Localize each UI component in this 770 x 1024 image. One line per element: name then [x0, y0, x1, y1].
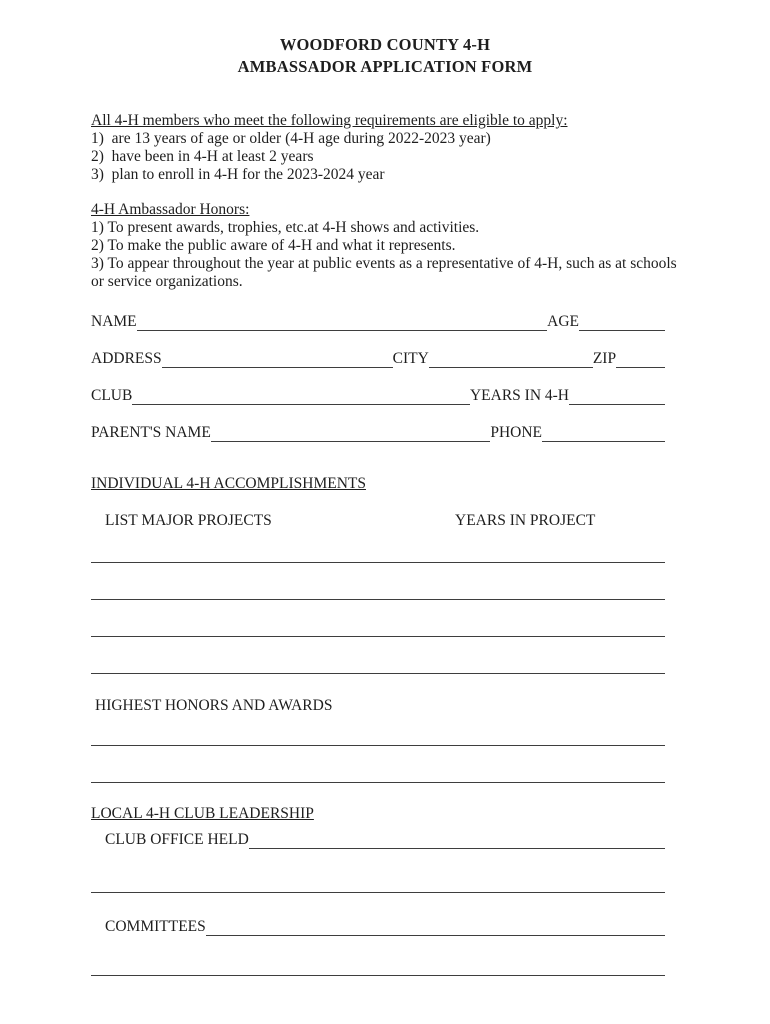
projects-entry-line-3[interactable]	[91, 618, 665, 637]
parents-name-field-line[interactable]	[211, 425, 491, 442]
committees-field-line[interactable]	[206, 919, 665, 936]
club-office-held-field-line[interactable]	[249, 832, 665, 849]
form-title	[91, 34, 679, 78]
phone-label: PHONE	[490, 424, 542, 441]
honors-heading: 4-H Ambassador Honors:	[91, 201, 250, 218]
honors-entry-line-2[interactable]	[91, 764, 665, 783]
honors-item-1: 1) To present awards, trophies, etc.at 4-H shows and activities.	[91, 219, 480, 236]
committees-entry-line[interactable]	[91, 957, 665, 976]
form-title-line1: WOODFORD COUNTY 4-H	[279, 35, 491, 54]
ambassador-honors-section	[91, 201, 679, 291]
address-label: ADDRESS	[91, 350, 162, 367]
accomplishments-heading: INDIVIDUAL 4-H ACCOMPLISHMENTS	[91, 475, 366, 492]
club-field-line[interactable]	[132, 388, 470, 405]
highest-honors-awards-label: HIGHEST HONORS AND AWARDS	[95, 697, 333, 714]
address-city-zip-row	[91, 350, 665, 368]
eligibility-item-1: 1) are 13 years of age or older (4-H age during 2022-2023 year)	[91, 130, 491, 147]
city-field-line[interactable]	[429, 351, 593, 368]
name-label: NAME	[91, 313, 137, 330]
years-in-4h-label: YEARS IN 4-H	[469, 387, 569, 404]
zip-field-line[interactable]	[616, 351, 665, 368]
committees-label: COMMITTEES	[105, 918, 206, 935]
age-label: AGE	[547, 313, 579, 330]
projects-entry-line-1[interactable]	[91, 544, 665, 563]
phone-field-line[interactable]	[542, 425, 665, 442]
address-field-line[interactable]	[162, 351, 393, 368]
form-title-line2: AMBASSADOR APPLICATION FORM	[237, 57, 533, 76]
honors-item-3: 3) To appear throughout the year at public events as a representative of 4-H, such as at schools or service organizations.	[91, 255, 681, 290]
club-label: CLUB	[91, 387, 133, 404]
honors-entry-line-1[interactable]	[91, 727, 665, 746]
leadership-heading: LOCAL 4-H CLUB LEADERSHIP	[91, 805, 314, 822]
city-label: CITY	[392, 350, 429, 367]
years-in-4h-field-line[interactable]	[569, 388, 665, 405]
applicant-info-fields	[91, 313, 679, 442]
club-office-held-row	[91, 831, 665, 849]
club-years-row	[91, 387, 665, 405]
projects-column-headers	[91, 512, 679, 530]
parents-name-label: PARENT'S NAME	[91, 424, 211, 441]
projects-entry-line-2[interactable]	[91, 581, 665, 600]
projects-entry-line-4[interactable]	[91, 655, 665, 674]
eligibility-item-3: 3) plan to enroll in 4-H for the 2023-2024 year	[91, 166, 385, 183]
office-entry-line[interactable]	[91, 874, 665, 893]
years-in-project-label: YEARS IN PROJECT	[455, 512, 596, 529]
honors-item-2: 2) To make the public aware of 4-H and what it represents.	[91, 237, 456, 254]
eligibility-item-2: 2) have been in 4-H at least 2 years	[91, 148, 314, 165]
name-field-line[interactable]	[137, 314, 548, 331]
parent-phone-row	[91, 424, 665, 442]
list-major-projects-label: LIST MAJOR PROJECTS	[105, 512, 272, 529]
club-office-held-label: CLUB OFFICE HELD	[105, 831, 249, 848]
name-age-row	[91, 313, 665, 331]
zip-label: ZIP	[592, 350, 617, 367]
eligibility-section	[91, 112, 679, 184]
age-field-line[interactable]	[579, 314, 665, 331]
eligibility-heading: All 4-H members who meet the following requirements are eligible to apply:	[91, 112, 568, 129]
committees-row	[91, 918, 665, 936]
